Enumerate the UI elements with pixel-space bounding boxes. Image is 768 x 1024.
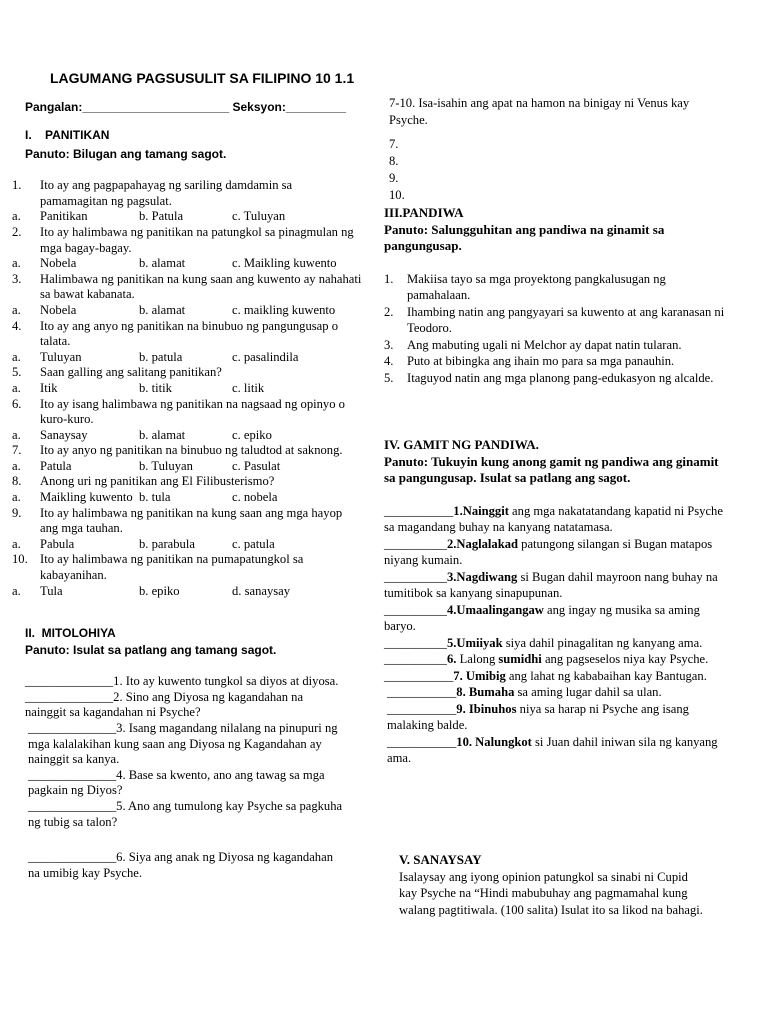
option-c[interactable]: c. patula xyxy=(232,536,275,551)
answer-number-10: 10. xyxy=(389,188,405,202)
part2-item-6: ______________6. Siya ang anak ng Diyosa ng kagandahan na umibig kay Psyche. xyxy=(28,850,333,880)
question-number: 2. xyxy=(12,224,22,239)
part1-options xyxy=(12,256,362,272)
part1-options xyxy=(12,209,362,225)
part1-options xyxy=(12,537,362,553)
question-number: 5. xyxy=(12,365,22,380)
part4-heading: IV. GAMIT NG PANDIWA. xyxy=(384,437,539,452)
part3-sentence xyxy=(384,370,729,387)
part5-text: Isalaysay ang iyong opinion patungkol sa sinabi ni Cupid kay Psyche na “Hindi mabubuhay ang pagmamahal kung walang pagtitiwala. (100 salita) Isulat ito sa likod na bahagi. xyxy=(399,869,703,917)
part1-instruction: Panuto: Bilugan ang tamang sagot. xyxy=(25,146,227,161)
option-a[interactable]: Panitikan xyxy=(40,209,88,224)
part1-question-list xyxy=(12,178,362,599)
verb: Nalungkot xyxy=(475,734,532,749)
question-text: Ito ay anyo ng panitikan na binubuo ng taludtod at saknong. xyxy=(40,443,343,458)
option-b[interactable]: b. alamat xyxy=(139,256,186,271)
option-letter: a. xyxy=(12,427,21,442)
part2-answer-numbers xyxy=(389,136,729,204)
answer-blank[interactable]: ___________ xyxy=(384,668,454,683)
part4-sentence xyxy=(387,734,729,767)
sentence-number: 2. xyxy=(446,536,457,551)
answer-blank[interactable]: ___________ xyxy=(384,503,454,518)
option-a[interactable]: Maikling kuwento xyxy=(40,490,133,505)
part4-sentence xyxy=(384,651,729,668)
part2-item-7-10: 7-10. Isa-isahin ang apat na hamon na binigay ni Venus kay Psyche. xyxy=(389,96,690,127)
option-a[interactable]: Pabula xyxy=(40,536,75,551)
part3-heading: III.PANDIWA xyxy=(384,205,464,220)
question-text: Ito ay halimbawa ng panitikan na pumapatungkol sa kabayanihan. xyxy=(40,552,304,583)
part1-question xyxy=(12,552,362,583)
part1-question xyxy=(12,225,362,256)
question-number: 1. xyxy=(12,178,22,193)
verb: Ibinuhos xyxy=(468,701,517,716)
answer-number-8: 8. xyxy=(389,154,399,168)
part1-question xyxy=(12,272,362,303)
part4-sentence xyxy=(387,684,729,701)
option-letter: a. xyxy=(12,349,21,364)
question-text: Ito ay isang halimbawa ng panitikan na nagsaad ng opinyo o kuro-kuro. xyxy=(40,396,345,427)
option-b[interactable]: b. titik xyxy=(139,380,172,395)
verb: Umaalingangaw xyxy=(456,602,544,617)
part1-options xyxy=(12,428,362,444)
sentence-rest: si Bugan dahil mayroon nang buhay na tumitibok sa kanyang sinapupunan. xyxy=(384,569,718,600)
option-a[interactable]: Nobela xyxy=(40,256,77,271)
option-c[interactable]: c. nobela xyxy=(232,490,278,505)
part5-section xyxy=(399,852,704,918)
option-a[interactable]: Sanaysay xyxy=(40,427,88,442)
part4-sentence xyxy=(384,536,729,569)
question-number: 10. xyxy=(12,552,28,567)
question-text: Halimbawa ng panitikan na kung saan ang kuwento ay nahahati sa bawat kabanata. xyxy=(40,271,362,302)
question-number: 6. xyxy=(12,396,22,411)
part1-options xyxy=(12,490,362,506)
option-c[interactable]: d. sanaysay xyxy=(232,583,291,598)
sentence-rest: ang ingay ng musika sa aming baryo. xyxy=(384,602,700,633)
question-text: Ito ay halimbawa ng panitikan na patungkol sa pinagmulan ng mga bagay-bagay. xyxy=(40,224,354,255)
answer-number-7: 7. xyxy=(389,137,399,151)
sentence-number: 1. xyxy=(453,503,463,518)
verb: Umiiyak xyxy=(456,635,503,650)
option-b[interactable]: b. parabula xyxy=(139,536,195,551)
part3-sentence xyxy=(384,337,729,354)
part2-heading: II. MITOLOHIYA xyxy=(25,626,116,640)
option-a[interactable]: Itik xyxy=(40,380,58,395)
part1-question xyxy=(12,365,362,381)
part3-sentence xyxy=(384,271,729,304)
option-b[interactable]: b. tula xyxy=(139,490,171,505)
option-letter: a. xyxy=(12,458,21,473)
verb: Nainggit xyxy=(462,503,509,518)
option-b[interactable]: b. epiko xyxy=(139,583,180,598)
sentence-number: 5. xyxy=(384,370,394,385)
part1-question xyxy=(12,506,362,537)
verb: Umibig xyxy=(465,668,506,683)
sentence-rest: ang pagseselos niya kay Psyche. xyxy=(541,652,709,666)
sentence-text: Makiisa tayo sa mga proyektong pangkalusugan ng pamahalaan. xyxy=(407,271,666,302)
verb: Naglalakad xyxy=(456,536,519,551)
part1-question xyxy=(12,178,362,209)
part4-instruction: Panuto: Tukuyin kung anong gamit ng pandiwa ang ginamit sa pangungusap. Isulat sa patlang ang sagot. xyxy=(384,453,719,485)
part1-options xyxy=(12,459,362,475)
answer-blank[interactable]: __________ xyxy=(384,652,447,666)
part1-section xyxy=(12,128,362,599)
question-number: 8. xyxy=(12,474,22,489)
part4-sentence xyxy=(384,635,729,652)
option-b[interactable]: b. Tuluyan xyxy=(139,458,193,473)
sentence-number: 10. xyxy=(456,734,473,749)
part2-item-4: ______________4. Base sa kwento, ano ang tawag sa mga pagkain ng Diyos? xyxy=(28,767,325,798)
question-text: Ito ay ang anyo ng panitikan na binubuo ng pangungusap o talata. xyxy=(40,318,338,349)
answer-blank[interactable]: __________ xyxy=(384,635,447,650)
part2-item-2: ______________2. Sino ang Diyosa ng kagandahan na nainggit sa kagandahan ni Psyche? xyxy=(25,689,304,720)
option-c[interactable]: c. Maikling kuwento xyxy=(232,256,337,271)
sentence-number: 4. xyxy=(384,354,394,368)
page-title: LAGUMANG PAGSUSULIT SA FILIPINO 10 1.1 xyxy=(50,70,355,86)
question-number: 7. xyxy=(12,443,22,458)
part2-continued xyxy=(384,95,729,204)
part3-question-list xyxy=(384,271,729,387)
option-c[interactable]: c. Pasulat xyxy=(232,458,281,473)
part4-sentence xyxy=(384,602,729,635)
answer-blank[interactable]: ___________ xyxy=(387,685,457,699)
sentence-prefix: Lalong xyxy=(456,652,499,666)
question-text: Ito ay halimbawa ng panitikan na kung saan ang mga hayop ang mga tauhan. xyxy=(40,505,343,536)
part1-question xyxy=(12,397,362,428)
option-b[interactable]: b. alamat xyxy=(139,427,186,442)
sentence-rest: ang lahat ng kababaihan kay Bantugan. xyxy=(505,668,707,683)
part1-options xyxy=(12,381,362,397)
part4-section xyxy=(384,437,729,767)
option-a[interactable]: Patula xyxy=(40,458,72,473)
option-letter: a. xyxy=(12,490,21,505)
sentence-number: 2. xyxy=(384,304,394,319)
option-c[interactable]: c. maikling kuwento xyxy=(232,302,336,317)
sentence-text: Puto at bibingka ang ihain mo para sa mga panauhin. xyxy=(407,354,675,368)
sentence-number: 8. xyxy=(456,685,466,699)
option-c[interactable]: c. pasalindila xyxy=(232,349,299,364)
sentence-number: 9. xyxy=(456,701,466,716)
part4-sentence xyxy=(387,701,729,734)
part1-question xyxy=(12,474,362,490)
name-section-line: Pangalan:______________________ Seksyon:_________ xyxy=(25,100,346,114)
part2-question-list xyxy=(25,674,345,881)
part1-question xyxy=(12,443,362,459)
part5-heading: V. SANAYSAY xyxy=(399,852,482,867)
sentence-number: 5. xyxy=(446,635,457,650)
option-c[interactable]: c. Tuluyan xyxy=(232,209,286,224)
sentence-text: Ihambing natin ang pangyayari sa kuwento at ang karanasan ni Teodoro. xyxy=(407,304,725,335)
option-a[interactable]: Tula xyxy=(40,583,63,598)
sentence-rest: siya dahil pinagalitan ng kanyang ama. xyxy=(502,635,703,650)
sentence-number: 1. xyxy=(384,271,394,286)
option-letter: a. xyxy=(12,302,21,317)
option-letter: a. xyxy=(12,256,21,271)
sentence-rest: si Juan dahil iniwan sila ng kanyang ama. xyxy=(387,734,718,765)
part4-sentence xyxy=(384,569,729,602)
option-letter: a. xyxy=(12,536,21,551)
part1-heading: I. PANITIKAN xyxy=(25,128,110,142)
part1-options xyxy=(12,584,362,600)
question-number: 9. xyxy=(12,505,22,520)
answer-blank[interactable]: __________ xyxy=(384,536,447,551)
part1-question xyxy=(12,319,362,350)
option-a[interactable]: Nobela xyxy=(40,302,77,317)
answer-blank[interactable]: __________ xyxy=(384,602,447,617)
part1-options xyxy=(12,303,362,319)
sentence-number: 3. xyxy=(384,337,394,352)
part3-sentence xyxy=(384,304,729,337)
option-letter: a. xyxy=(12,583,21,598)
sentence-text: Itaguyod natin ang mga planong pang-edukasyon ng alcalde. xyxy=(407,370,714,385)
answer-blank[interactable]: ___________ xyxy=(387,701,457,716)
sentence-text: Ang mabuting ugali ni Melchor ay dapat natin tularan. xyxy=(407,337,682,352)
part2-section xyxy=(12,626,362,881)
part4-sentence xyxy=(384,503,729,536)
option-letter: a. xyxy=(12,209,21,224)
option-b[interactable]: b. alamat xyxy=(139,302,186,317)
part3-instruction: Panuto: Salungguhitan ang pandiwa na ginamit sa pangungusap. xyxy=(384,221,665,253)
part3-sentence xyxy=(384,353,729,370)
part4-sentence xyxy=(384,668,729,685)
question-number: 4. xyxy=(12,318,22,333)
option-letter: a. xyxy=(12,380,21,395)
part1-options xyxy=(12,350,362,366)
option-b[interactable]: b. patula xyxy=(139,349,183,364)
part2-item-1: ______________1. Ito ay kuwento tungkol sa diyos at diyosa. xyxy=(25,674,339,689)
option-b[interactable]: b. Patula xyxy=(139,209,184,224)
question-text: Anong uri ng panitikan ang El Filibusterismo? xyxy=(40,474,275,489)
question-number: 3. xyxy=(12,271,22,286)
verb: sumidhi xyxy=(498,652,542,666)
part2-item-5: ______________5. Ano ang tumulong kay Psyche sa pagkuha ng tubig sa talon? xyxy=(28,798,343,829)
answer-blank[interactable]: __________ xyxy=(384,569,447,584)
sentence-number: 6. xyxy=(446,652,457,666)
verb: Bumaha xyxy=(468,685,515,699)
answer-number-9: 9. xyxy=(389,171,399,185)
sentence-number: 7. xyxy=(453,668,463,683)
question-text: Ito ay ang pagpapahayag ng sariling damdamin sa pamamagitan ng pagsulat. xyxy=(40,178,293,208)
sentence-number: 3. xyxy=(446,569,457,584)
part2-item-3: ______________3. Isang magandang nilalang na pinupuri ng mga kalalakihan kung saan ang Diyosa ng Kagandahan ay nainggit sa kanya. xyxy=(28,720,338,767)
sentence-rest: sa aming lugar dahil sa ulan. xyxy=(514,685,662,699)
part2-instruction: Panuto: Isulat sa patlang ang tamang sagot. xyxy=(25,642,277,657)
sentence-rest: niya sa harap ni Psyche ang isang malaking balde. xyxy=(387,701,689,732)
part4-question-list xyxy=(384,503,729,767)
sentence-rest: patungong silangan si Bugan matapos niyang kumain. xyxy=(384,536,713,567)
sentence-number: 4. xyxy=(446,602,457,617)
answer-blank[interactable]: ___________ xyxy=(387,734,457,749)
part3-section xyxy=(384,205,729,386)
option-a[interactable]: Tuluyan xyxy=(40,349,82,364)
option-c[interactable]: c. epiko xyxy=(232,427,272,442)
sentence-rest: ang mga nakatatandang kapatid ni Psyche sa magandang buhay na kanyang natatamasa. xyxy=(384,503,723,534)
verb: Nagdiwang xyxy=(456,569,518,584)
question-text: Saan galling ang salitang panitikan? xyxy=(40,365,222,380)
option-c[interactable]: c. litik xyxy=(232,380,265,395)
